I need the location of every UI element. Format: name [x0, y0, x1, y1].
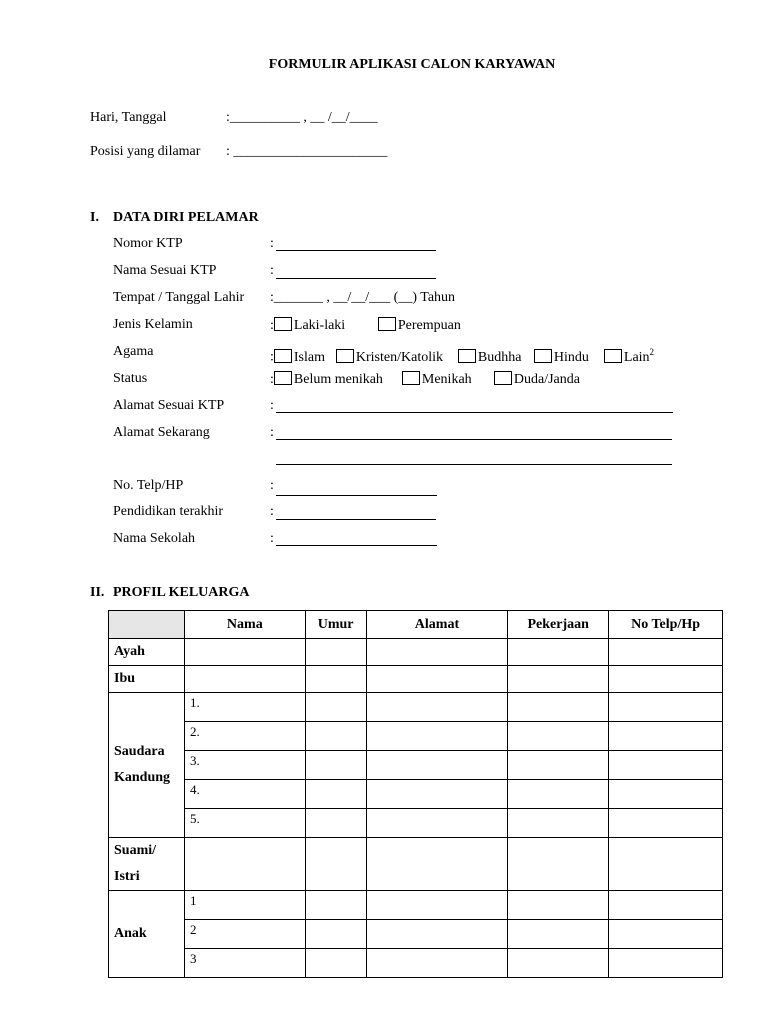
option-married: Menikah: [421, 372, 472, 387]
checkbox-hindu[interactable]: [534, 349, 552, 363]
status-label: Status: [113, 371, 148, 386]
option-budhha: Budhha: [477, 349, 522, 365]
table-cell[interactable]: [366, 693, 508, 722]
school-colon: :: [270, 531, 274, 546]
table-row: [109, 809, 723, 838]
gender-options: [270, 317, 461, 334]
row-label-ayah: Ayah: [109, 639, 185, 666]
table-cell[interactable]: [305, 891, 366, 920]
table-cell[interactable]: [609, 780, 723, 809]
address-ktp-input-line[interactable]: [276, 412, 673, 413]
phone-colon: :: [270, 478, 274, 493]
table-cell[interactable]: [305, 838, 366, 891]
address-ktp-label: Alamat Sesuai KTP: [113, 398, 225, 413]
option-lain: Lain: [623, 349, 650, 365]
checkbox-widowed[interactable]: [494, 371, 512, 385]
address-now-colon: :: [270, 425, 274, 440]
position-label: Posisi yang dilamar: [90, 144, 201, 159]
name-colon: :: [270, 263, 274, 278]
table-cell[interactable]: [305, 809, 366, 838]
address-ktp-colon: :: [270, 398, 274, 413]
option-widowed: Duda/Janda: [513, 372, 580, 387]
gender-label: Jenis Kelamin: [113, 317, 193, 332]
child-number-2[interactable]: 2: [184, 920, 305, 949]
table-cell[interactable]: [366, 891, 508, 920]
table-cell[interactable]: [609, 838, 723, 891]
table-cell[interactable]: [366, 809, 508, 838]
checkbox-islam[interactable]: [274, 349, 292, 363]
checkbox-single[interactable]: [274, 371, 292, 385]
sibling-number-1[interactable]: 1.: [184, 693, 305, 722]
table-cell[interactable]: [508, 751, 609, 780]
sibling-number-2[interactable]: 2.: [184, 722, 305, 751]
address-now-input-line[interactable]: [276, 439, 672, 440]
religion-label: Agama: [113, 344, 154, 359]
option-kristen: Kristen/Katolik: [355, 349, 443, 365]
section2-number: II.: [90, 585, 105, 600]
date-label: Hari, Tanggal: [90, 110, 167, 125]
option-single: Belum menikah: [293, 372, 383, 387]
row-label-saudara-line2: Kandung: [114, 770, 171, 785]
col-header-telp: No Telp/Hp: [609, 611, 723, 639]
col-header-alamat: Alamat: [366, 611, 508, 639]
address-now-label: Alamat Sekarang: [113, 425, 210, 440]
table-cell[interactable]: [305, 780, 366, 809]
row-label-anak: Anak: [109, 891, 185, 978]
table-cell[interactable]: [366, 949, 508, 978]
status-options: [270, 371, 580, 388]
table-cell[interactable]: [609, 809, 723, 838]
checkbox-budhha[interactable]: [458, 349, 476, 363]
row-label-suami-istri: [109, 838, 185, 891]
table-row: [109, 780, 723, 809]
date-field[interactable]: :__________ , __ /__/____: [226, 110, 378, 125]
section1-number: I.: [90, 210, 99, 225]
checkbox-lain[interactable]: [604, 349, 622, 363]
table-cell[interactable]: [609, 920, 723, 949]
table-cell[interactable]: [305, 920, 366, 949]
table-row: [109, 666, 723, 693]
table-cell[interactable]: [305, 751, 366, 780]
table-row: [109, 891, 723, 920]
checkbox-female[interactable]: [378, 317, 396, 331]
position-field[interactable]: : ______________________: [226, 144, 388, 159]
table-cell[interactable]: [366, 838, 508, 891]
sibling-number-5[interactable]: 5.: [184, 809, 305, 838]
table-cell[interactable]: [508, 722, 609, 751]
table-cell[interactable]: [366, 722, 508, 751]
row-label-suami-line2: Istri: [114, 869, 140, 884]
row-label-suami-line1: Suami/: [114, 843, 157, 858]
table-cell[interactable]: [366, 666, 508, 693]
table-cell[interactable]: [609, 949, 723, 978]
religion-options: [270, 344, 654, 366]
child-number-3[interactable]: 3: [184, 949, 305, 978]
table-row: [109, 949, 723, 978]
table-row: [109, 838, 723, 891]
table-cell[interactable]: [508, 780, 609, 809]
col-header-umur: Umur: [305, 611, 366, 639]
table-row: [109, 751, 723, 780]
table-cell[interactable]: [305, 666, 366, 693]
ktp-input-line[interactable]: [276, 250, 436, 251]
table-cell[interactable]: [609, 639, 723, 666]
table-cell[interactable]: [609, 666, 723, 693]
family-table: [108, 610, 723, 978]
table-cell[interactable]: [508, 949, 609, 978]
education-label: Pendidikan terakhir: [113, 504, 224, 519]
section1-title: DATA DIRI PELAMAR: [113, 210, 259, 225]
name-label: Nama Sesuai KTP: [113, 263, 217, 278]
table-cell[interactable]: [508, 639, 609, 666]
table-cell[interactable]: [609, 891, 723, 920]
table-cell[interactable]: [366, 920, 508, 949]
footnote-marker: 2: [649, 347, 655, 357]
table-row: [109, 920, 723, 949]
table-cell[interactable]: [184, 666, 305, 693]
table-row: [109, 639, 723, 666]
option-female: Perempuan: [397, 318, 461, 333]
table-cell[interactable]: [508, 666, 609, 693]
ktp-colon: :: [270, 236, 274, 251]
option-male: Laki-laki: [293, 318, 346, 333]
phone-input-line[interactable]: [276, 495, 437, 496]
table-cell[interactable]: [508, 838, 609, 891]
option-hindu: Hindu: [553, 349, 589, 365]
table-cell[interactable]: [366, 780, 508, 809]
education-colon: :: [270, 504, 274, 519]
table-cell[interactable]: [366, 639, 508, 666]
education-input-line[interactable]: [276, 519, 436, 520]
row-label-saudara-line1: Saudara: [114, 744, 165, 759]
checkbox-male[interactable]: [274, 317, 292, 331]
table-cell[interactable]: [366, 751, 508, 780]
header-corner-cell: [109, 611, 185, 639]
table-row: [109, 722, 723, 751]
table-cell[interactable]: [609, 722, 723, 751]
table-cell[interactable]: [609, 693, 723, 722]
table-cell[interactable]: [508, 693, 609, 722]
table-cell[interactable]: [184, 639, 305, 666]
checkbox-kristen[interactable]: [336, 349, 354, 363]
sibling-number-4[interactable]: 4.: [184, 780, 305, 809]
phone-label: No. Telp/HP: [113, 478, 184, 493]
table-cell[interactable]: [184, 838, 305, 891]
ktp-label: Nomor KTP: [113, 236, 183, 251]
religion-colon: :: [270, 349, 274, 365]
row-label-ibu: Ibu: [109, 666, 185, 693]
table-header-row: [109, 611, 723, 639]
address-now-input-line-2[interactable]: [276, 464, 672, 465]
form-title: FORMULIR APLIKASI CALON KARYAWAN: [268, 57, 556, 72]
table-cell[interactable]: [305, 722, 366, 751]
sibling-number-3[interactable]: 3.: [184, 751, 305, 780]
table-row: [109, 693, 723, 722]
table-cell[interactable]: [609, 751, 723, 780]
row-label-saudara: [109, 693, 185, 838]
gender-colon: :: [270, 318, 274, 333]
status-colon: :: [270, 372, 274, 387]
child-number-1[interactable]: 1: [184, 891, 305, 920]
table-cell[interactable]: [305, 693, 366, 722]
birth-field[interactable]: :_______ , __/__/___ (__) Tahun: [270, 290, 456, 305]
table-cell[interactable]: [508, 920, 609, 949]
section2-title: PROFIL KELUARGA: [113, 585, 250, 600]
option-islam: Islam: [293, 349, 325, 365]
birth-label: Tempat / Tanggal Lahir: [113, 290, 245, 305]
table-cell[interactable]: [508, 809, 609, 838]
table-cell[interactable]: [305, 949, 366, 978]
name-input-line[interactable]: [276, 278, 436, 279]
table-cell[interactable]: [508, 891, 609, 920]
col-header-nama: Nama: [184, 611, 305, 639]
school-label: Nama Sekolah: [113, 531, 196, 546]
checkbox-married[interactable]: [402, 371, 420, 385]
table-cell[interactable]: [305, 639, 366, 666]
school-input-line[interactable]: [276, 545, 437, 546]
col-header-pekerjaan: Pekerjaan: [508, 611, 609, 639]
